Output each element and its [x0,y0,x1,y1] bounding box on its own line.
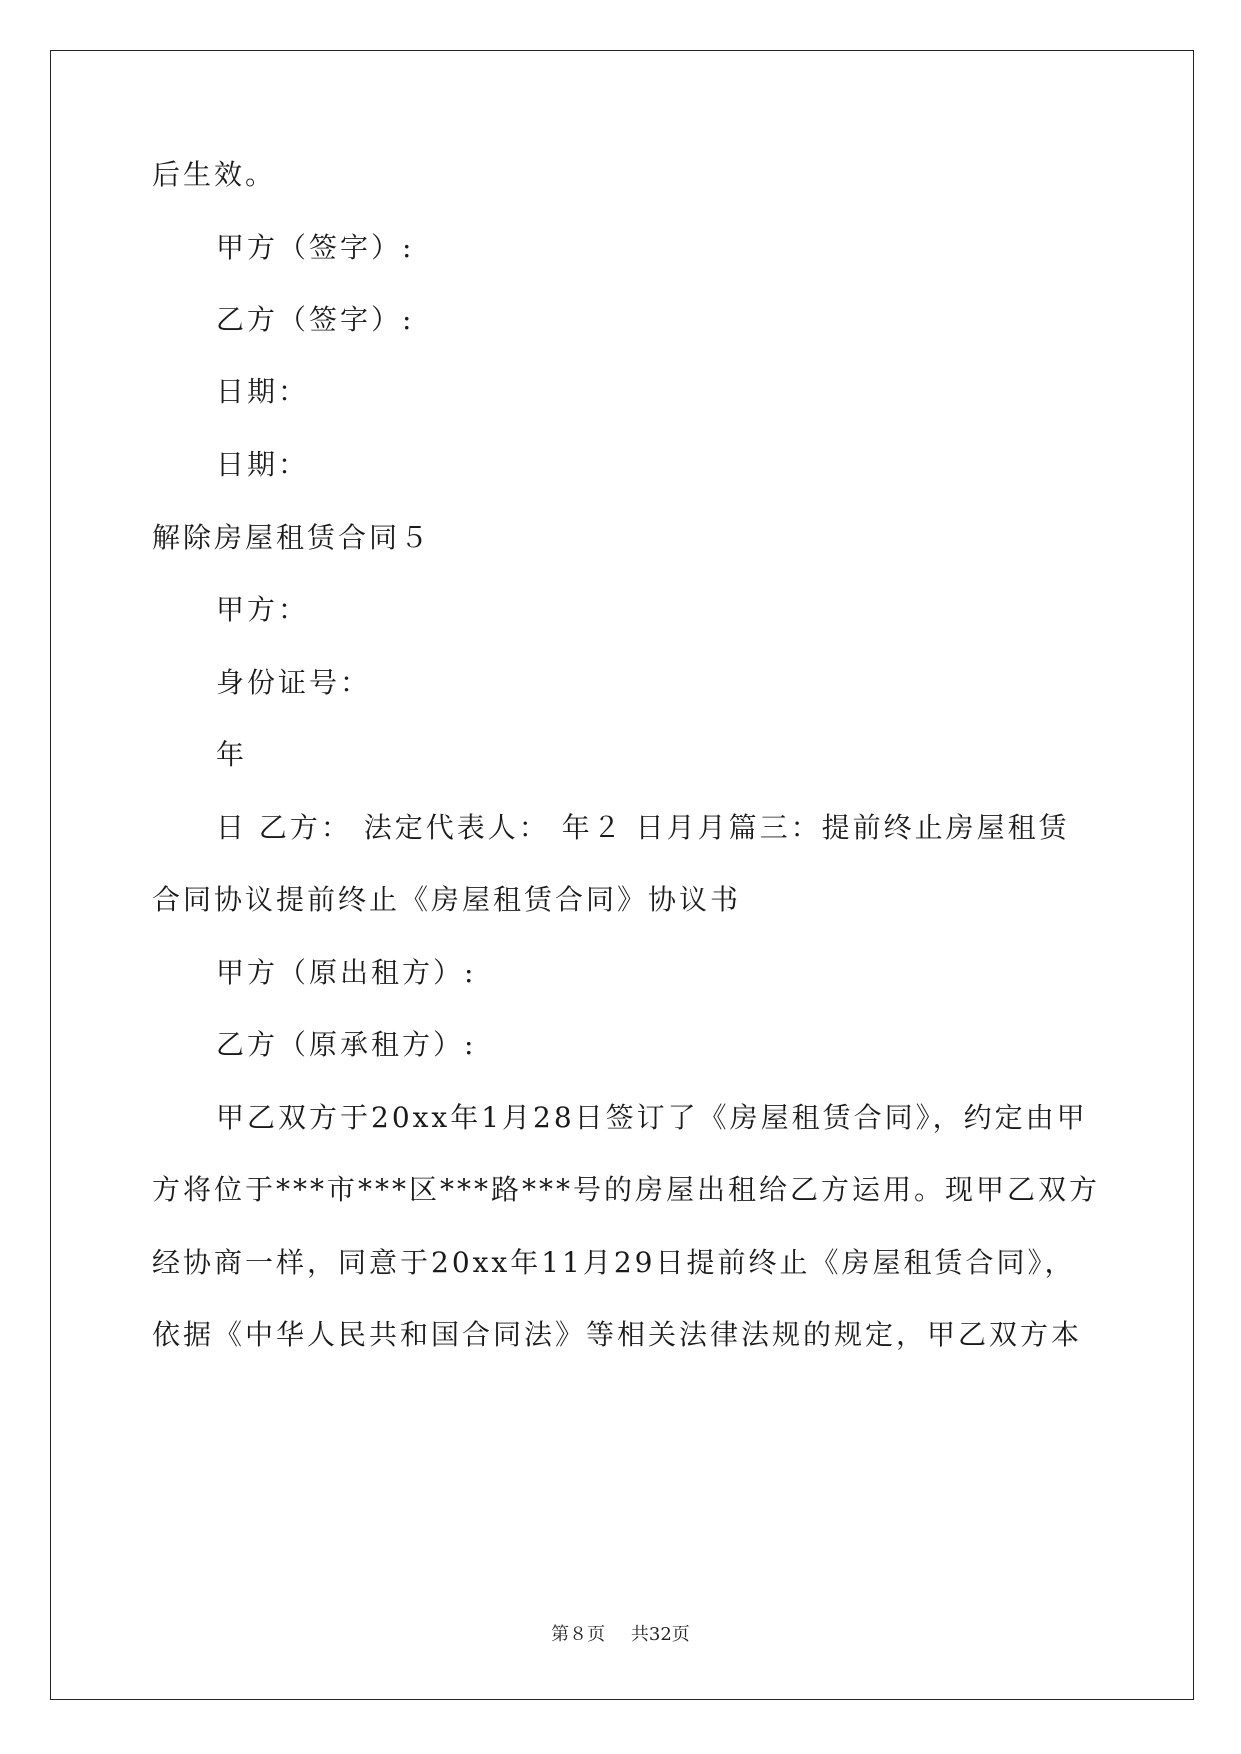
paragraph-line: 后生效。 [152,158,277,191]
paragraph-line: 经协商一样，同意于20xx年11月29日提前终止《房屋租赁合同》， [152,1246,1076,1279]
paragraph-line: 甲方（签字）: [216,231,415,264]
page-footer [0,1620,1241,1646]
paragraph-line: 依据《中华人民共和国合同法》等相关法律法规的规定，甲乙双方本 [152,1318,1083,1351]
paragraph-line: 日 乙方： 法定代表人： 年２ 日月月篇三：提前终止房屋租赁 [216,811,1070,844]
section-title: 解除房屋租赁合同５ [152,521,432,554]
paragraph-line: 乙方（签字）: [216,303,415,336]
paragraph-line: 日期： [216,448,310,481]
paragraph-line: 甲方： [216,593,310,626]
paragraph-line: 乙方（原承租方）: [216,1028,477,1061]
page-number: 第８页 [551,1624,606,1645]
paragraph-line: 日期： [216,375,310,408]
paragraph-line: 身份证号： [216,666,372,699]
paragraph-line: 甲乙双方于20xx年1月28日签订了《房屋租赁合同》，约定由甲 [216,1101,1088,1134]
page-frame [50,50,1194,1700]
paragraph-line: 方将位于***市***区***路***号的房屋出租给乙方运用。现甲乙双方 [152,1173,1101,1206]
paragraph-line: 甲方（原出租方）: [216,956,477,989]
paragraph-line: 年 [216,738,248,771]
page-total: 共32页 [630,1624,690,1645]
paragraph-line: 合同协议提前终止《房屋租赁合同》协议书 [152,883,742,916]
